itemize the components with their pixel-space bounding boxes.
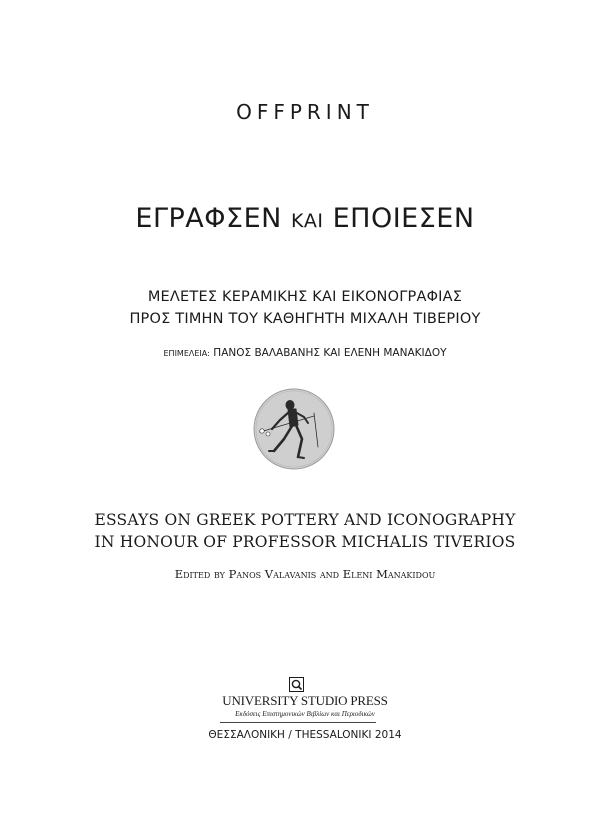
offprint-label: OFFPRINT xyxy=(236,100,374,124)
english-subtitle-line-2: IN HONOUR OF PROFESSOR MICHALIS TIVERIOS xyxy=(94,533,516,551)
title-part-3: ΕΠΟΙΕΣΕΝ xyxy=(332,203,475,234)
english-subtitle-line-1: ESSAYS ON GREEK POTTERY AND ICONOGRAPHY xyxy=(94,511,516,529)
book-title xyxy=(0,203,610,234)
vase-painting-medallion xyxy=(252,387,336,471)
place-and-year: ΘΕΣΣΑΛΟΝΙΚΗ / THESSALONIKI 2014 xyxy=(208,729,402,741)
title-part-2: ΚΑΙ xyxy=(290,210,324,232)
title-part-1: ΕΓΡΑΦΣΕΝ xyxy=(135,203,282,234)
greek-subtitle-line-2: ΠΡΟΣ ΤΙΜΗΝ ΤΟΥ ΚΑΘΗΓΗΤΗ ΜΙΧΑΛΗ ΤΙΒΕΡΙΟΥ xyxy=(129,311,481,327)
greek-editors-prefix: ΕΠΙΜΕΛΕΙΑ: xyxy=(163,349,210,358)
english-editors: Edited by Panos Valavanis and Eleni Manakidou xyxy=(174,567,436,581)
greek-editors xyxy=(0,347,610,359)
publisher-logo-icon xyxy=(289,677,304,692)
publisher-divider xyxy=(220,722,376,723)
publisher-tagline: Εκδόσεις Επιστημονικών Βιβλίων και Περιοδικών xyxy=(235,710,375,718)
greek-editors-names: ΠΑΝΟΣ ΒΑΛΑΒΑΝΗΣ ΚΑΙ ΕΛΕΝΗ ΜΑΝΑΚΙΔΟΥ xyxy=(213,347,447,359)
publisher-name: UNIVERSITY STUDIO PRESS xyxy=(222,693,388,708)
greek-subtitle-line-1: ΜΕΛΕΤΕΣ ΚΕΡΑΜΙΚΗΣ ΚΑΙ ΕΙΚΟΝΟΓΡΑΦΙΑΣ xyxy=(147,289,463,305)
